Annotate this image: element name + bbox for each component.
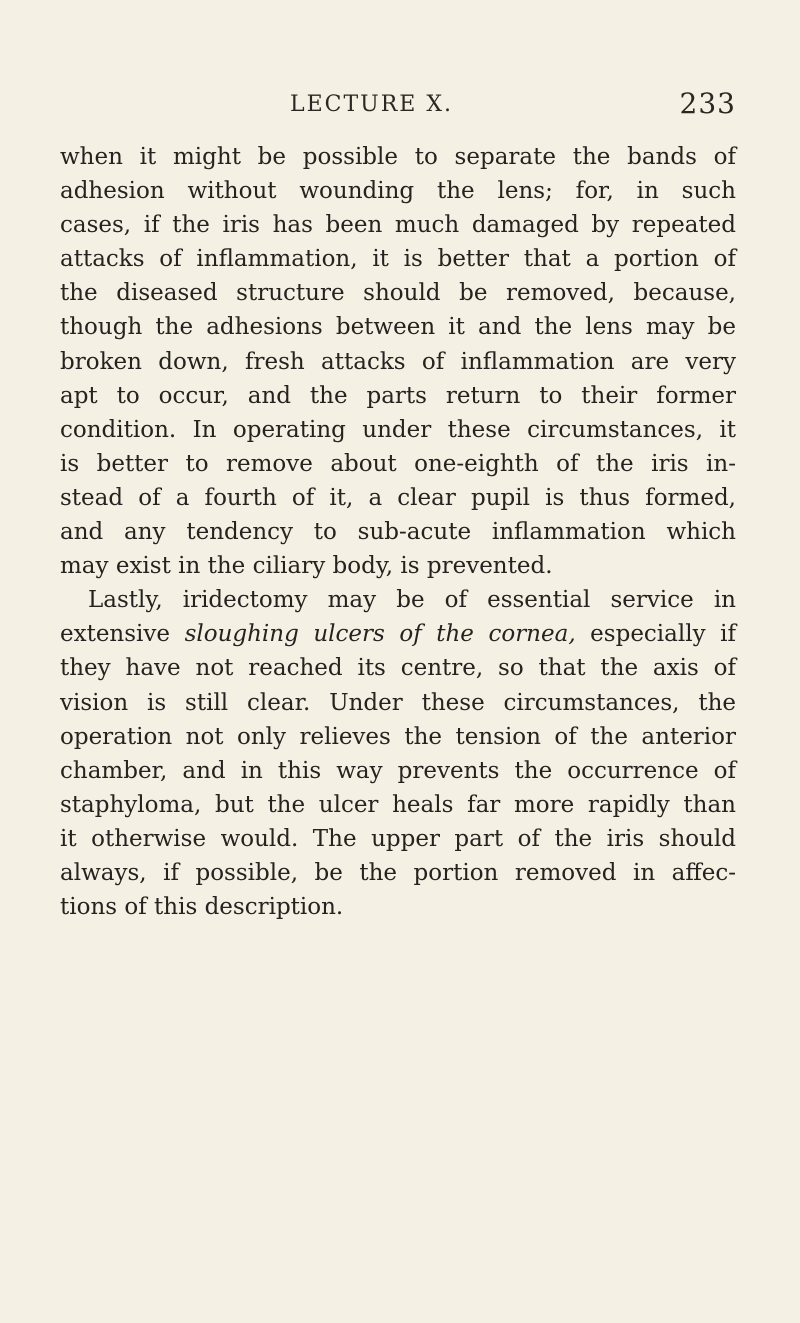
paragraph-2 <box>60 583 736 924</box>
text-line: condition. In operating under these circumstances, it <box>60 416 736 443</box>
text-line: is better to remove about one-eighth of the iris in- <box>60 450 736 477</box>
text-line: it otherwise would. The upper part of the iris should <box>60 825 736 852</box>
text-line: apt to occur, and the parts return to their former <box>60 382 736 409</box>
text-line: Lastly, iridectomy may be of essential service in <box>88 587 736 614</box>
text-line: always, if possible, be the portion removed in affec- <box>60 859 736 886</box>
text-line: when it might be possible to separate the bands of <box>60 144 736 170</box>
text-line: cases, if the iris has been much damaged by repeated <box>60 212 736 239</box>
text-line: broken down, fresh attacks of inflammation are very <box>60 348 736 375</box>
body-text <box>60 140 736 924</box>
text-line: staphyloma, but the ulcer heals far more rapidly than <box>60 791 736 818</box>
running-head <box>60 87 736 122</box>
paragraph-1 <box>60 140 736 583</box>
text-line: though the adhesions between it and the lens may be <box>60 314 736 341</box>
text-line: and any tendency to sub-acute inflammation which <box>60 519 736 546</box>
text-line: chamber, and in this way prevents the occurrence of <box>60 757 736 784</box>
text-line: tions of this description. <box>60 894 344 921</box>
text-line: stead of a fourth of it, a clear pupil is thus formed, <box>60 484 736 511</box>
text-line <box>60 617 736 651</box>
text-line: operation not only relieves the tension of the anterior <box>60 723 736 750</box>
text-line: adhesion without wounding the lens; for, in such <box>60 178 736 205</box>
italic-phrase: sloughing ulcers of the cornea, <box>184 621 576 648</box>
text-fragment: extensive <box>60 621 185 648</box>
page-number: 233 <box>679 87 736 120</box>
running-title: LECTURE X. <box>290 92 453 117</box>
text-line: the diseased structure should be removed, because, <box>60 280 736 307</box>
text-line: attacks of inflammation, it is better that a portion of <box>60 246 736 273</box>
text-line: vision is still clear. Under these circumstances, the <box>60 689 736 716</box>
text-fragment: especially if <box>575 621 736 648</box>
text-line: may exist in the ciliary body, is prevented. <box>60 553 553 580</box>
text-line: they have not reached its centre, so that the axis of <box>60 655 736 682</box>
